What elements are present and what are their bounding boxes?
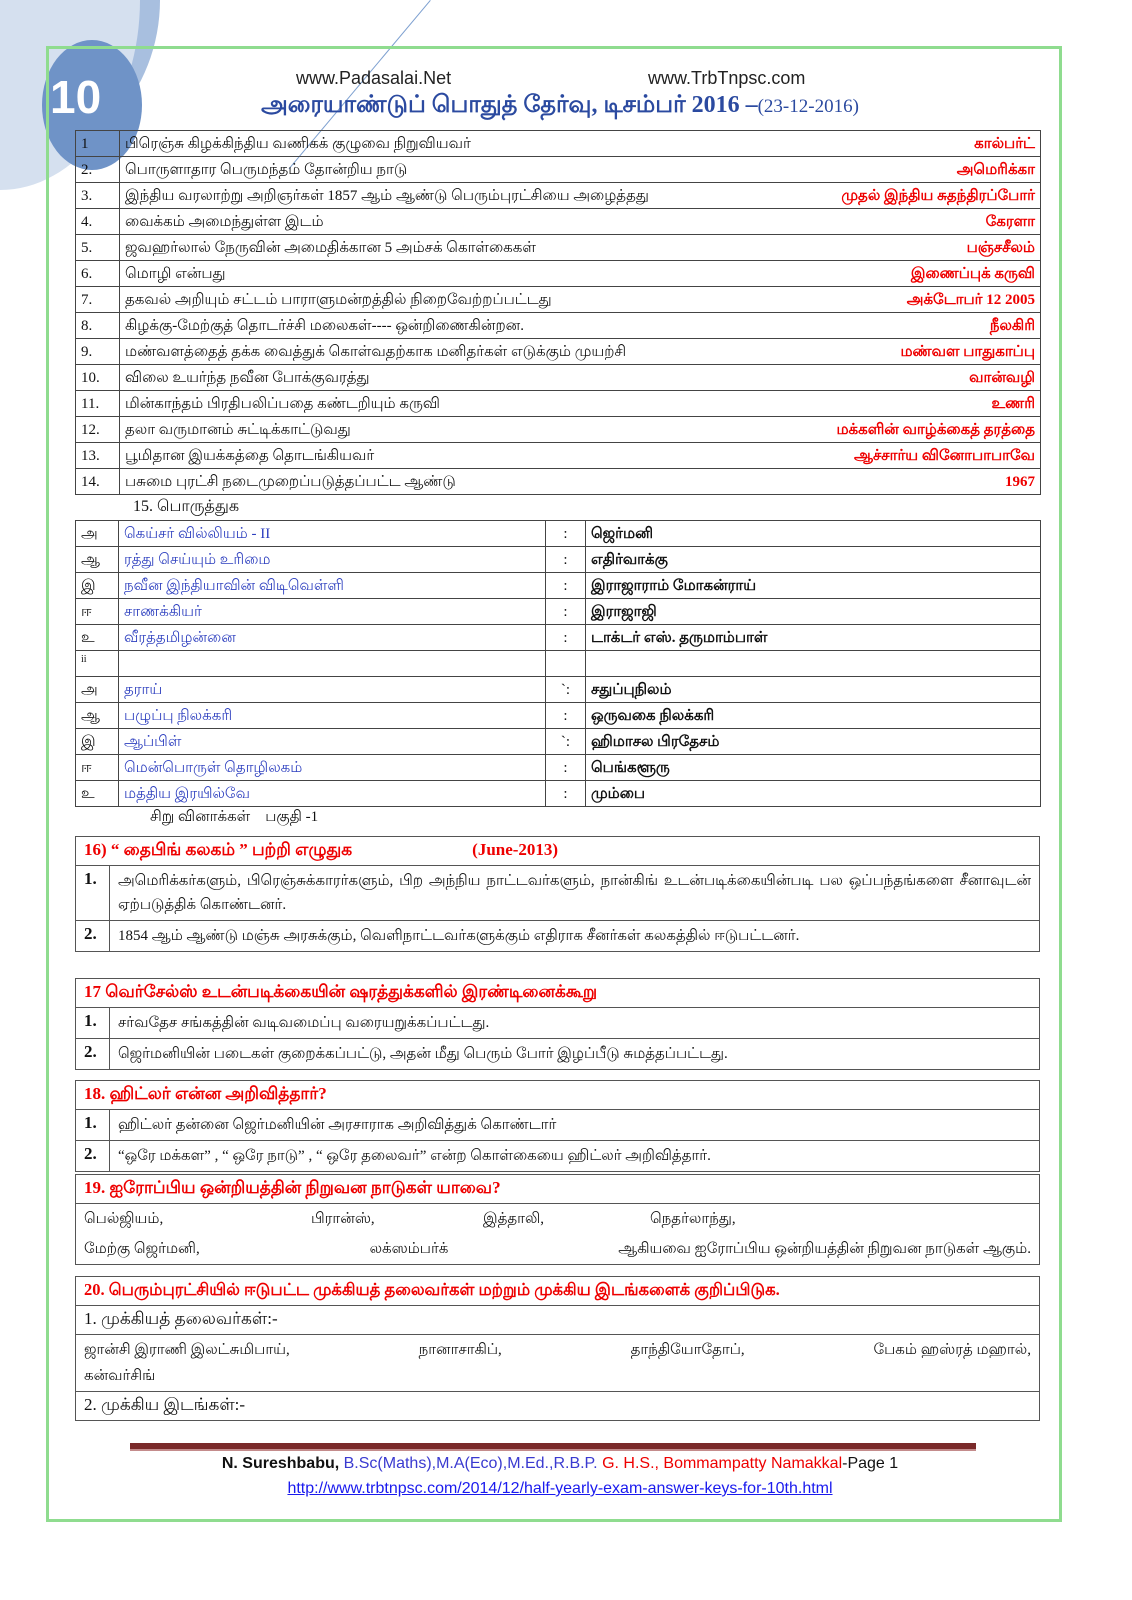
answer-row	[76, 1110, 1039, 1141]
match-answer: பெங்களூரு	[586, 755, 1041, 781]
conclusion-text: ஆகியவை ஐரோப்பிய ஒன்றியத்தின் நிறுவன நாடுகள் ஆகும்.	[618, 1241, 1031, 1257]
page-title	[60, 92, 1060, 121]
question-number: 2.	[76, 157, 120, 183]
match-row	[76, 547, 1041, 573]
question-number: 12.	[76, 417, 120, 443]
footer-credit	[60, 1455, 1060, 1473]
country: மேற்கு ஜெர்மனி,	[84, 1241, 200, 1257]
answer-text: ஜெர்மனியின் படைகள் குறைக்கப்பட்டு, அதன் மீது பெரும் போர் இழப்பீடு சுமத்தப்பட்டது.	[118, 1046, 728, 1062]
answer-text: 1967	[771, 469, 1041, 495]
source-link[interactable]: http://www.trbtnpsc.com/2014/12/half-yearly-exam-answer-keys-for-10th.html	[287, 1480, 833, 1497]
question-text: கிழக்கு-மேற்குத் தொடர்ச்சி மலைகள்---- ஒன்றிணைகின்றன.	[120, 313, 771, 339]
table-row	[76, 313, 1041, 339]
question-number: 6.	[76, 261, 120, 287]
question-19-title: 19. ஐரோப்பிய ஒன்றியத்தின் நிறுவன நாடுகள் யாவை?	[76, 1175, 1039, 1204]
match-term: வீரத்தமிழன்னை	[119, 625, 546, 651]
match-colon: :	[546, 521, 586, 547]
answer-row	[76, 1039, 1039, 1069]
answer-number: 1.	[76, 866, 110, 920]
answer-text: “ஒரே மக்கள” , “ ஒரே நாடு” , “ ஒரே தலைவர்” என்ற கொள்கையை ஹிட்லர் அறிவித்தார்.	[118, 1148, 711, 1164]
match-row	[76, 781, 1041, 807]
question-text: வைக்கம் அமைந்துள்ள இடம்	[120, 209, 771, 235]
leader: பேகம் ஹஸ்ரத் மஹால்,	[873, 1342, 1031, 1358]
table-row	[76, 131, 1041, 157]
question-number: 11.	[76, 391, 120, 417]
match-term: பழுப்பு நிலக்கரி	[119, 703, 546, 729]
leader: ஜான்சி இராணி இலட்சுமிபாய்,	[84, 1342, 290, 1358]
question-text: தலா வருமானம் சுட்டிக்காட்டுவது	[120, 417, 771, 443]
match-term	[119, 651, 546, 677]
question-17	[75, 978, 1040, 1070]
footer-divider	[130, 1443, 976, 1451]
country: பெல்ஜியம்,	[84, 1211, 164, 1227]
leaders-heading: 1. முக்கியத் தலைவர்கள்:-	[76, 1306, 1039, 1335]
table-row	[76, 209, 1041, 235]
question-text: விலை உயர்ந்த நவீன போக்குவரத்து	[120, 365, 771, 391]
match-letter: இ	[76, 573, 119, 599]
question-number: 10.	[76, 365, 120, 391]
match-colon: :	[546, 573, 586, 599]
question-text: மின்காந்தம் பிரதிபலிப்பதை கண்டறியும் கருவி	[120, 391, 771, 417]
question-number: 3.	[76, 183, 120, 209]
answer-text: நீலகிரி	[771, 313, 1041, 339]
question-18-title: 18. ஹிட்லர் என்ன அறிவித்தார்?	[76, 1081, 1039, 1110]
match-answer	[586, 651, 1041, 677]
country: பிரான்ஸ்,	[311, 1211, 375, 1227]
answer-text: 1854 ஆம் ஆண்டு மஞ்சு அரசுக்கும், வெளிநாட்டவர்களுக்கும் எதிராக சீனர்கள் கலகத்தில் ஈடுபட்டனர்.	[118, 928, 800, 944]
match-colon: :	[546, 547, 586, 573]
answer-text: ஹிட்லர் தன்னை ஜெர்மனியின் அரசாராக அறிவித்துக் கொண்டார்	[118, 1117, 557, 1133]
match-answer: இராஜாஜி	[586, 599, 1041, 625]
question-number: 4.	[76, 209, 120, 235]
author-name: N. Sureshbabu,	[221, 1455, 344, 1472]
table-row	[76, 235, 1041, 261]
url-right: www.TrbTnpsc.com	[648, 68, 806, 88]
answer-row	[76, 1008, 1039, 1039]
countries-line-1	[76, 1204, 1039, 1234]
question-text: பூமிதான இயக்கத்தை தொடங்கியவர்	[120, 443, 771, 469]
question-text: மொழி என்பது	[120, 261, 771, 287]
answer-number: 2.	[76, 1141, 110, 1171]
answer-text: கேரளா	[771, 209, 1041, 235]
match-answer: ஜெர்மனி	[586, 521, 1041, 547]
leader: தாந்தியோதோப்,	[630, 1342, 745, 1358]
answer-text: சர்வதேச சங்கத்தின் வடிவமைப்பு வரையறுக்கப்பட்டது.	[118, 1015, 490, 1031]
answer-row	[76, 866, 1039, 921]
match-row	[76, 625, 1041, 651]
match-colon: `:	[546, 729, 586, 755]
answer-text: அக்டோபர் 12 2005	[771, 287, 1041, 313]
answer-text: பஞ்சசீலம்	[771, 235, 1041, 261]
match-row	[76, 677, 1041, 703]
country: இத்தாலி,	[483, 1211, 544, 1227]
question-number: 8.	[76, 313, 120, 339]
match-term: கெய்சர் வில்லியம் - II	[119, 521, 546, 547]
question-number: 7.	[76, 287, 120, 313]
question-text: மண்வளத்தைத் தக்க வைத்துக் கொள்வதற்காக மனிதர்கள் எடுக்கும் முயற்சி	[120, 339, 771, 365]
table-row	[76, 183, 1041, 209]
answer-number: 1.	[76, 1110, 110, 1140]
question-number: 5.	[76, 235, 120, 261]
country: நெதர்லாந்து,	[650, 1211, 736, 1227]
answer-text: முதல் இந்திய சுதந்திரப்போர்	[771, 183, 1041, 209]
match-answer: இராஜாராம் மோகன்ராய்	[586, 573, 1041, 599]
match-term: நவீன இந்தியாவின் விடிவெள்ளி	[119, 573, 546, 599]
question-text: இந்திய வரலாற்று அறிஞர்கள் 1857 ஆம் ஆண்டு பெரும்புரட்சியை அழைத்தது	[120, 183, 771, 209]
question-text: தகவல் அறியும் சட்டம் பாராளுமன்றத்தில் நிறைவேற்றப்பட்டது	[120, 287, 771, 313]
question-17-title: 17 வெர்சேல்ஸ் உடன்படிக்கையின் ஷரத்துக்களில் இரண்டினைக்கூறு	[76, 979, 1039, 1008]
question-number: 9.	[76, 339, 120, 365]
answer-row	[76, 1141, 1039, 1171]
answer-text: உணரி	[771, 391, 1041, 417]
title-date: (23-12-2016)	[757, 96, 859, 117]
table-row	[76, 417, 1041, 443]
match-colon	[546, 651, 586, 677]
table-row	[76, 443, 1041, 469]
question-number: 13.	[76, 443, 120, 469]
answer-text: ஆச்சார்ய வினோபாபாவே	[771, 443, 1041, 469]
match-letter: உ	[76, 625, 119, 651]
school-name: G. H.S., Bommampatty Namakkal	[602, 1455, 843, 1472]
table-row	[76, 469, 1041, 495]
table-row	[76, 339, 1041, 365]
url-left: www.Padasalai.Net	[296, 68, 452, 88]
leaders-list	[76, 1335, 1039, 1392]
question-text: ஜவஹர்லால் நேருவின் அமைதிக்கான 5 அம்சக் கொள்கைகள்	[120, 235, 771, 261]
page-number: -Page 1	[842, 1455, 899, 1472]
answer-number: 2.	[76, 1039, 110, 1069]
match-table	[75, 520, 1041, 807]
match-answer: மும்பை	[586, 781, 1041, 807]
match-row	[76, 755, 1041, 781]
question-text: 16) “ தைபிங் கலகம் ” பற்றி எழுதுக	[84, 840, 353, 859]
match-row	[76, 651, 1041, 677]
question-text: பசுமை புரட்சி நடைமுறைப்படுத்தப்பட்ட ஆண்டு	[120, 469, 771, 495]
match-term: மென்பொருள் தொழிலகம்	[119, 755, 546, 781]
match-letter: அ	[76, 521, 119, 547]
match-letter: ஆ	[76, 703, 119, 729]
question-number: 14.	[76, 469, 120, 495]
question-19	[75, 1174, 1040, 1265]
match-term: சாணக்கியர்	[119, 599, 546, 625]
author-qualifications: B.Sc(Maths),M.A(Eco),M.Ed.,R.B.P.	[343, 1455, 598, 1472]
match-colon: :	[546, 755, 586, 781]
places-heading: 2. முக்கிய இடங்கள்:-	[84, 1395, 246, 1414]
match-colon: :	[546, 781, 586, 807]
question-tag: (June-2013)	[472, 840, 559, 859]
answer-text: வான்வழி	[771, 365, 1041, 391]
answer-text: மக்களின் வாழ்க்கைத் தரத்தை	[771, 417, 1041, 443]
table-row	[76, 365, 1041, 391]
answer-text: கால்பர்ட்	[771, 131, 1041, 157]
match-answer: எதிர்வாக்கு	[586, 547, 1041, 573]
question-16	[75, 836, 1040, 952]
country: லக்ஸம்பர்க்	[369, 1241, 449, 1257]
answer-text: மண்வள பாதுகாப்பு	[771, 339, 1041, 365]
match-letter: ஆ	[76, 547, 119, 573]
question-text: பிரெஞ்சு கிழக்கிந்திய வணிகக் குழுவை நிறுவியவர்	[120, 131, 771, 157]
page-badge: 10	[50, 71, 102, 123]
match-letter: இ	[76, 729, 119, 755]
match-term: மத்திய இரயில்வே	[119, 781, 546, 807]
question-20	[75, 1276, 1040, 1421]
table-row	[76, 157, 1041, 183]
match-answer: ஒருவகை நிலக்கரி	[586, 703, 1041, 729]
match-answer: ஹிமாசல பிரதேசம்	[586, 729, 1041, 755]
match-letter: ii	[76, 651, 119, 677]
match-row	[76, 599, 1041, 625]
question-number: 1	[76, 131, 120, 157]
match-answer: சதுப்புநிலம்	[586, 677, 1041, 703]
table-row	[76, 287, 1041, 313]
title-text: அரையாண்டுப் பொதுத் தேர்வு, டிசம்பர் 2016 –	[261, 92, 758, 118]
answer-number: 2.	[76, 921, 110, 951]
match-colon: :	[546, 599, 586, 625]
match-row	[76, 521, 1041, 547]
table-row	[76, 261, 1041, 287]
match-colon: :	[546, 625, 586, 651]
match-letter: ஈ	[76, 599, 119, 625]
match-answer: டாக்டர் எஸ். தருமாம்பாள்	[586, 625, 1041, 651]
match-letter: அ	[76, 677, 119, 703]
match-letter: உ	[76, 781, 119, 807]
match-term: ஆப்பிள்	[119, 729, 546, 755]
table-row	[76, 391, 1041, 417]
leader: நானாசாகிப்,	[418, 1342, 502, 1358]
match-title: 15. பொருத்துக	[133, 498, 240, 515]
match-row	[76, 729, 1041, 755]
match-letter: ஈ	[76, 755, 119, 781]
match-row	[76, 703, 1041, 729]
question-18	[75, 1080, 1040, 1172]
leaders-line	[76, 1335, 1039, 1363]
question-16-title	[76, 837, 1039, 866]
question-text: பொருளாதார பெருமந்தம் தோன்றிய நாடு	[120, 157, 771, 183]
leader: கன்வர்சிங்	[84, 1368, 156, 1384]
match-row	[76, 573, 1041, 599]
section-label: சிறு வினாக்கள் பகுதி -1	[150, 809, 319, 825]
answer-text: அமெரிக்கர்களும், பிரெஞ்சுக்காரர்களும், பிற அந்நிய நாட்டவர்களும், நான்கிங் உடன்படிக்கையின்படி பல ஒப்பந்தங்களை சீனாவுடன் ஏற்படுத்திக் கொண்டனர்.	[118, 873, 1031, 913]
answer-row	[76, 921, 1039, 951]
answer-table	[75, 130, 1041, 495]
match-colon: :	[546, 703, 586, 729]
match-colon: `:	[546, 677, 586, 703]
answer-text: இணைப்புக் கருவி	[771, 261, 1041, 287]
match-term: தராய்	[119, 677, 546, 703]
answer-number: 1.	[76, 1008, 110, 1038]
answer-text: அமெரிக்கா	[771, 157, 1041, 183]
match-term: ரத்து செய்யும் உரிமை	[119, 547, 546, 573]
countries-line-2	[76, 1234, 1039, 1264]
question-20-title: 20. பெரும்புரட்சியில் ஈடுபட்ட முக்கியத் தலைவர்கள் மற்றும் முக்கிய இடங்களைக் குறிப்பிடுக.	[76, 1277, 1039, 1306]
